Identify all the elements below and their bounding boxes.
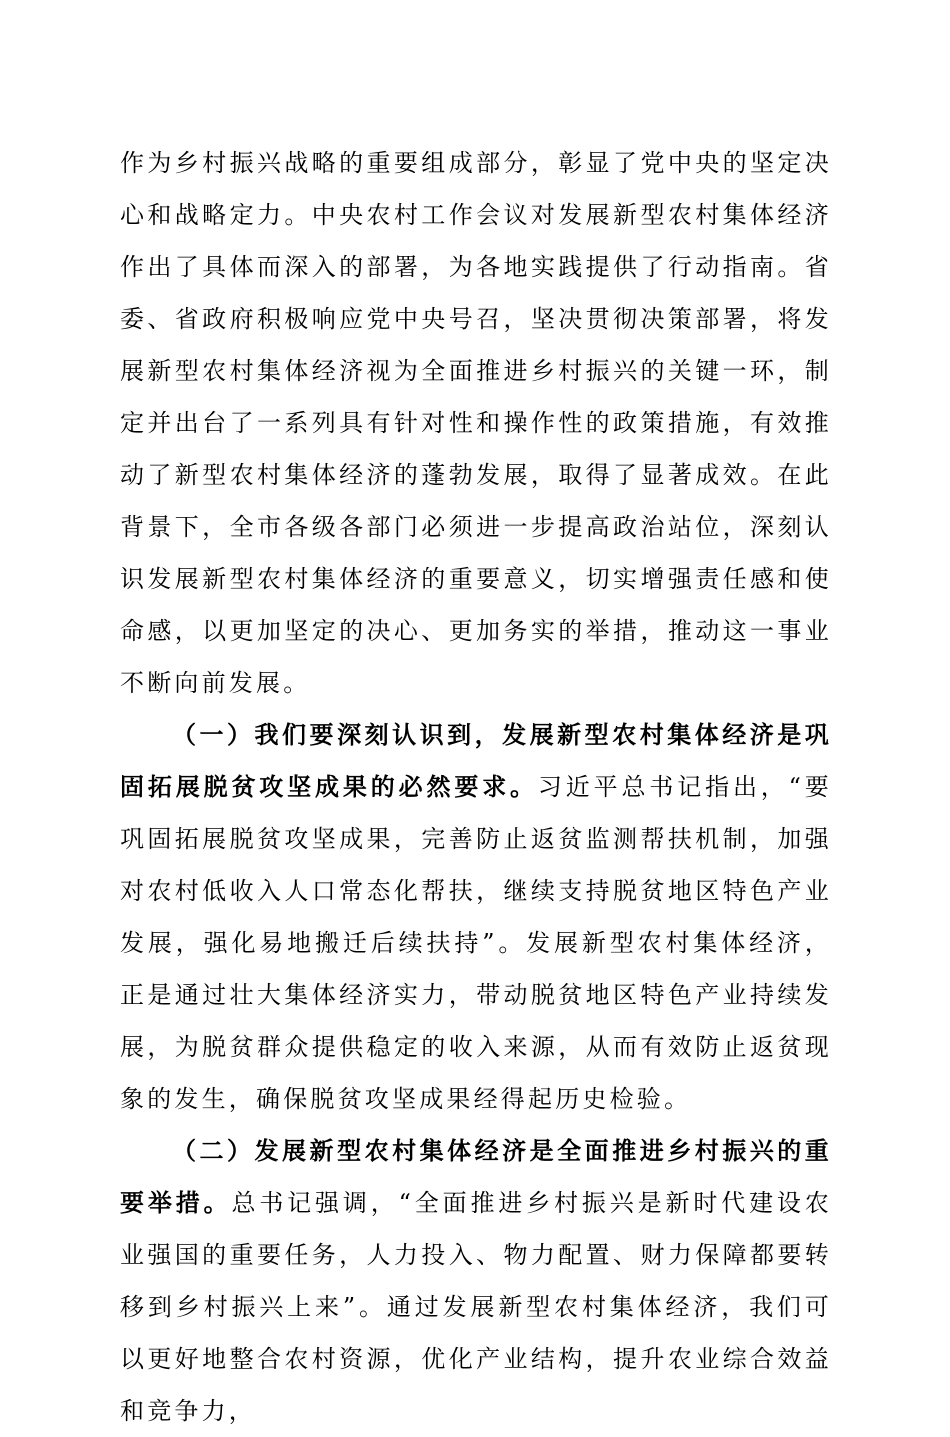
paragraph-continuation [120, 137, 832, 709]
section-heading: （一）我们要深刻认识到，发展新型农村集体经济是巩固拓展脱贫攻坚成果的必然要求。 [120, 720, 832, 801]
paragraph-text: 习近平总书记指出，“要巩固拓展脱贫攻坚成果，完善防止返贫监测帮扶机制，加强对农村低收入人口常态化帮扶，继续支持脱贫地区特色产业发展，强化易地搬迁后续扶持”。发展新型农村集体经济，正是通过壮大集体经济实力，带动脱贫地区特色产业持续发展，为脱贫群众提供稳定的收入来源，从而有效防止返贫现象的发生，确保脱贫攻坚成果经得起历史检验。 [120, 773, 833, 1113]
document-body [120, 137, 832, 1437]
paragraph-text: 作为乡村振兴战略的重要组成部分，彰显了党中央的坚定决心和战略定力。中央农村工作会议对发展新型农村集体经济作出了具体而深入的部署，为各地实践提供了行动指南。省委、省政府积极响应党中央号召，坚决贯彻决策部署，将发展新型农村集体经济视为全面推进乡村振兴的关键一环，制定并出台了一系列具有针对性和操作性的政策措施，有效推动了新型农村集体经济的蓬勃发展，取得了显著成效。在此背景下，全市各级各部门必须进一步提高政治站位，深刻认识发展新型农村集体经济的重要意义，切实增强责任感和使命感，以更加坚定的决心、更加务实的举措，推动这一事业不断向前发展。 [120, 149, 832, 697]
section-heading: （二）发展新型农村集体经济是全面推进乡村振兴的重要举措。 [120, 1136, 832, 1217]
paragraph-section-2 [120, 1125, 832, 1437]
paragraph-text: 总书记强调，“全面推进乡村振兴是新时代建设农业强国的重要任务，人力投入、物力配置、财力保障都要转移到乡村振兴上来”。通过发展新型农村集体经济，我们可以更好地整合农村资源，优化产业结构，提升农业综合效益和竞争力， [120, 1189, 832, 1425]
paragraph-section-1 [120, 709, 832, 1125]
